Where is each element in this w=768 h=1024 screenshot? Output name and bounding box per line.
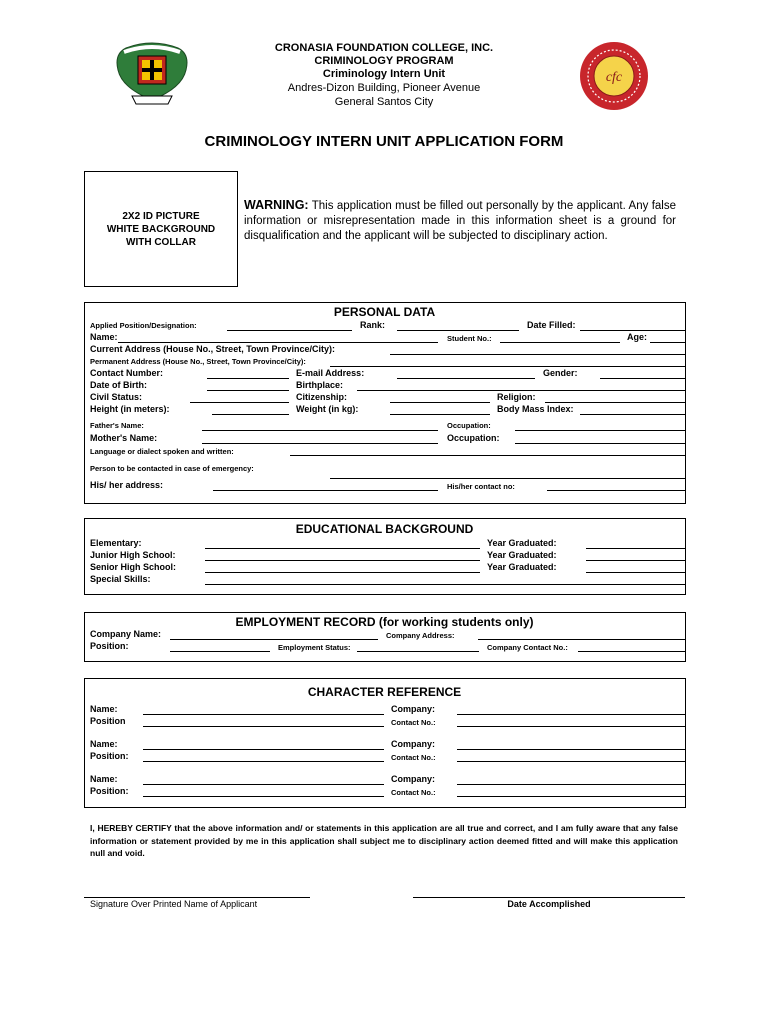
field-dob[interactable] [207, 390, 289, 391]
field-contact-number[interactable] [207, 378, 289, 379]
signature-line-date[interactable] [413, 897, 685, 898]
label-citizenship: Citizenship: [296, 392, 347, 402]
field-year-graduated-1[interactable] [586, 548, 685, 549]
field-employment-position[interactable] [170, 651, 270, 652]
label-ref3-name: Name: [90, 774, 118, 784]
field-ref1-contact[interactable] [457, 726, 685, 727]
field-language[interactable] [290, 455, 685, 456]
field-ref1-position[interactable] [143, 726, 384, 727]
label-name: Name: [90, 332, 118, 342]
field-citizenship[interactable] [390, 402, 490, 403]
label-height: Height (in meters): [90, 404, 170, 414]
form-title: CRIMINOLOGY INTERN UNIT APPLICATION FORM [204, 133, 564, 150]
photo-box [84, 171, 238, 287]
program-name: CRIMINOLOGY PROGRAM [314, 55, 454, 67]
warning-body: This application must be filled out personally by the applicant. Any false information or misrepresentation made in this information sheet is a ground for disqualification and the applicant will be subjected to disciplinary action. [244, 200, 676, 242]
address-line-1: Andres-Dizon Building, Pioneer Avenue [287, 82, 481, 94]
field-student-no[interactable] [500, 342, 620, 343]
label-ref3-contact: Contact No.: [391, 788, 436, 797]
label-permanent-address: Permanent Address (House No., Street, Town Province/City): [90, 357, 306, 366]
field-ref3-company[interactable] [457, 784, 685, 785]
field-date-filled[interactable] [580, 330, 685, 331]
employment-title: EMPLOYMENT RECORD (for working students only) [235, 615, 534, 629]
field-email[interactable] [397, 378, 535, 379]
label-occupation-1: Occupation: [447, 421, 491, 430]
field-gender[interactable] [600, 378, 685, 379]
photo-line-1: 2X2 ID PICTURE [122, 211, 200, 222]
label-year-graduated-3: Year Graduated: [487, 562, 557, 572]
label-weight: Weight (in kg): [296, 404, 359, 414]
label-junior-high: Junior High School: [90, 550, 176, 560]
field-father[interactable] [202, 430, 438, 431]
field-ref3-position[interactable] [143, 796, 384, 797]
field-permanent-address[interactable] [330, 366, 685, 367]
field-birthplace[interactable] [357, 390, 685, 391]
label-rank: Rank: [360, 320, 386, 330]
field-religion[interactable] [545, 402, 685, 403]
field-year-graduated-3[interactable] [586, 572, 685, 573]
label-applied-position: Applied Position/Designation: [90, 321, 197, 330]
field-civil-status[interactable] [190, 402, 289, 403]
label-student-no: Student No.: [447, 334, 492, 343]
label-dob: Date of Birth: [90, 380, 147, 390]
label-signature-applicant: Signature Over Printed Name of Applicant [90, 899, 258, 909]
field-his-contact[interactable] [547, 490, 685, 491]
certification-text: I, HEREBY CERTIFY that the above information and/ or statements in this application are all true and correct, and I am fully aware that any false information or statement provided by me in this application shall subject me to disciplinary action deemed fitted and will make this application null and void. [90, 823, 678, 858]
label-year-graduated-1: Year Graduated: [487, 538, 557, 548]
field-weight[interactable] [390, 414, 490, 415]
label-ref1-company: Company: [391, 704, 436, 714]
label-date-filled: Date Filled: [527, 320, 576, 330]
label-company-name: Company Name: [90, 629, 162, 639]
field-mother[interactable] [202, 443, 438, 444]
field-current-address[interactable] [390, 354, 685, 355]
label-ref1-contact: Contact No.: [391, 718, 436, 727]
label-gender: Gender: [543, 368, 578, 378]
label-religion: Religion: [497, 392, 536, 402]
label-contact-number: Contact Number: [90, 368, 164, 378]
reference-title: CHARACTER REFERENCE [307, 685, 462, 699]
label-ref3-company: Company: [391, 774, 436, 784]
label-ref1-position: Position [90, 716, 126, 726]
field-height[interactable] [212, 414, 289, 415]
field-applied-position[interactable] [227, 330, 352, 331]
field-elementary[interactable] [205, 548, 480, 549]
warning-text [244, 198, 676, 244]
label-employment-position: Position: [90, 641, 129, 651]
field-special-skills[interactable] [205, 584, 685, 585]
seal-text: cfc [605, 70, 623, 85]
label-ref1-name: Name: [90, 704, 118, 714]
photo-line-3: WITH COLLAR [126, 237, 196, 248]
field-senior-high[interactable] [205, 572, 480, 573]
field-company-contact[interactable] [578, 651, 685, 652]
label-ref2-name: Name: [90, 739, 118, 749]
field-age[interactable] [650, 342, 685, 343]
field-name[interactable] [118, 342, 438, 343]
label-company-contact: Company Contact No.: [487, 643, 568, 652]
label-father: Father's Name: [90, 421, 144, 430]
field-junior-high[interactable] [205, 560, 480, 561]
warning-label: WARNING: [244, 198, 309, 212]
photo-line-2: WHITE BACKGROUND [106, 224, 216, 235]
label-ref2-position: Position: [90, 751, 129, 761]
field-ref2-company[interactable] [457, 749, 685, 750]
label-birthplace: Birthplace: [296, 380, 344, 390]
field-ref1-company[interactable] [457, 714, 685, 715]
label-bmi: Body Mass Index: [497, 404, 574, 414]
personal-data-title: PERSONAL DATA [333, 305, 436, 319]
field-rank[interactable] [397, 330, 519, 331]
label-ref2-contact: Contact No.: [391, 753, 436, 762]
field-ref3-name[interactable] [143, 784, 384, 785]
label-ref3-position: Position: [90, 786, 129, 796]
label-ref2-company: Company: [391, 739, 436, 749]
label-company-address: Company Address: [386, 631, 455, 640]
field-occupation-1[interactable] [515, 430, 685, 431]
label-elementary: Elementary: [90, 538, 142, 548]
label-civil-status: Civil Status: [90, 392, 143, 402]
field-employment-status[interactable] [357, 651, 479, 652]
field-emergency[interactable] [330, 478, 685, 479]
field-ref1-name[interactable] [143, 714, 384, 715]
unit-name: Criminology Intern Unit [322, 68, 446, 80]
label-emergency: Person to be contacted in case of emergency: [90, 464, 254, 473]
field-occupation-2[interactable] [515, 443, 685, 444]
field-ref3-contact[interactable] [457, 796, 685, 797]
label-special-skills: Special Skills: [90, 574, 151, 584]
field-company-name[interactable] [170, 639, 378, 640]
field-ref2-contact[interactable] [457, 761, 685, 762]
label-date-accomplished: Date Accomplished [507, 899, 591, 909]
field-ref2-name[interactable] [143, 749, 384, 750]
label-age: Age: [627, 332, 647, 342]
field-year-graduated-2[interactable] [586, 560, 685, 561]
label-occupation-2: Occupation: [447, 433, 500, 443]
label-year-graduated-2: Year Graduated: [487, 550, 557, 560]
field-his-address[interactable] [213, 490, 438, 491]
college-name: CRONASIA FOUNDATION COLLEGE, INC. [274, 42, 494, 54]
label-language: Language or dialect spoken and written: [90, 447, 234, 456]
address-line-2: General Santos City [334, 96, 434, 108]
label-current-address: Current Address (House No., Street, Town Province/City): [90, 344, 336, 354]
label-his-contact: His/her contact no: [447, 482, 515, 491]
label-mother: Mother's Name: [90, 433, 158, 443]
label-employment-status: Employment Status: [278, 643, 351, 652]
field-bmi[interactable] [580, 414, 685, 415]
label-senior-high: Senior High School: [90, 562, 177, 572]
field-ref2-position[interactable] [143, 761, 384, 762]
signature-line-applicant[interactable] [84, 897, 310, 898]
label-his-address: His/ her address: [90, 480, 164, 490]
education-title: EDUCATIONAL BACKGROUND [295, 522, 474, 536]
field-company-address[interactable] [478, 639, 685, 640]
label-email: E-mail Address: [296, 368, 365, 378]
